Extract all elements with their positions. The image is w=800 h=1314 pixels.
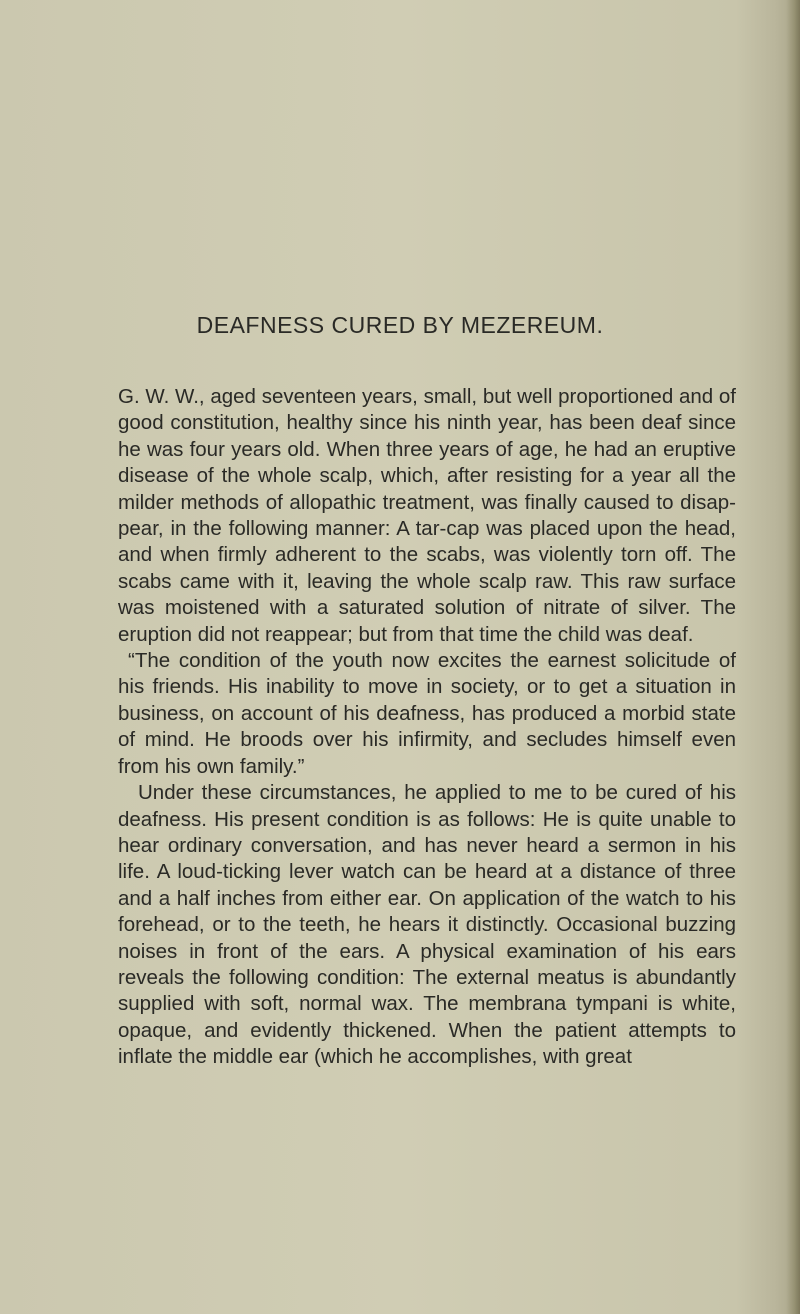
body-text bbox=[118, 384, 736, 1071]
paragraph-examination: Under these circumstances, he applied to me to be cured of his deafness. His present condition is as follows: He is quite unable to hear ordinary conversation, and has never heard a sermon in his life. A loud-ticking lever watch can be heard at a distance of three and a half inches from either ear. On application of the watch to his forehead, or to the teeth, he hears it distinctly. Occasional buzzing noises in front of the ears. A physical examination of his ears reveals the following condition: The external meatus is abundantly supplied with soft, normal wax. The membrana tympani is white, opaque, and evidently thickened. When the patient attempts to inflate the middle ear (which he accomplishes, with great bbox=[118, 781, 736, 1069]
paragraph-case-history: G. W. W., aged seventeen years, small, but well proportioned and of good constitution, healthy since his ninth year, has been deaf since he was four years old. When three years of age, he had an eruptive disease of the whole scalp, which, after resisting for a year all the milder methods of allopathic treatment, was finally caused to disappear, in the following manner: A tar-cap was placed upon the head, and when firmly adherent to the scabs, was violently torn off. The scabs came with it, leaving the whole scalp raw. This raw surface was moistened with a saturated solution of nitrate of silver. The eruption did not reappear; but from that time the child was deaf. bbox=[118, 385, 736, 646]
page-edge-shadow bbox=[786, 0, 800, 1314]
paragraph-quoted-condition: “The condition of the youth now excites the earnest solicitude of his friends. His inability to move in society, or to get a situation in business, on account of his deafness, has produced a morbid state of mind. He broods over his infirmity, and secludes himself even from his own family.” bbox=[118, 649, 736, 778]
chapter-title: DEAFNESS CURED BY MEZEREUM. bbox=[196, 312, 604, 338]
